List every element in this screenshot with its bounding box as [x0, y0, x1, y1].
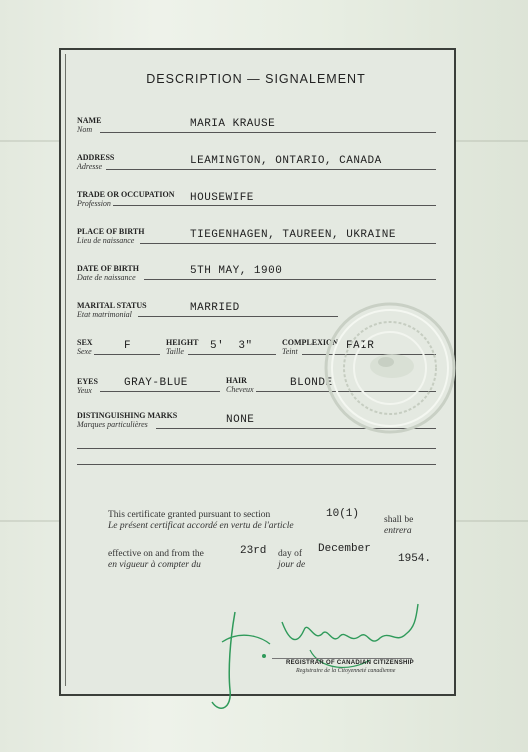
sex-label-fr: Sexe	[77, 347, 92, 356]
shall-be-text: shall be	[384, 515, 414, 525]
jour-de-text: jour de	[278, 560, 306, 570]
date-of-birth-value: 5TH MAY, 1900	[190, 265, 283, 277]
height-line	[188, 354, 276, 355]
signature-line	[272, 658, 412, 659]
place-of-birth-line	[140, 243, 436, 244]
day-of-text: day of	[278, 549, 303, 559]
certificate-text-fr: Le présent certificat accordé en vertu de l'article	[108, 521, 294, 531]
name-label: NAME	[77, 116, 102, 125]
marks-label: DISTINGUISHING MARKS	[77, 411, 178, 420]
complexion-label-fr: Teint	[282, 347, 298, 356]
height-value: 5' 3"	[210, 340, 253, 352]
address-label-fr: Adresse	[77, 162, 103, 171]
effective-text-fr: en vigueur à compter du	[108, 560, 201, 570]
effective-text-en: effective on and from the	[108, 549, 204, 559]
sex-value: F	[124, 340, 132, 352]
address-line	[106, 169, 436, 170]
name-line	[100, 132, 436, 133]
complexion-label: COMPLEXION	[282, 338, 338, 347]
height-label: HEIGHT	[166, 338, 199, 347]
marks-label-fr: Marques particulières	[77, 420, 148, 429]
hair-label-fr: Cheveux	[226, 385, 254, 394]
name-label-fr: Nom	[77, 125, 93, 134]
eyes-line	[100, 391, 220, 392]
eyes-label: EYES	[77, 377, 98, 386]
address-value: LEAMINGTON, ONTARIO, CANADA	[190, 155, 382, 167]
blank-line	[77, 464, 436, 465]
eyes-value: GRAY-BLUE	[124, 377, 188, 389]
place-of-birth-label: PLACE OF BIRTH	[77, 227, 145, 236]
eyes-label-fr: Yeux	[77, 386, 92, 395]
certificate-text-en: This certificate granted pursuant to section	[108, 510, 271, 520]
occupation-label-fr: Profession	[77, 199, 111, 208]
date-of-birth-label: DATE OF BIRTH	[77, 264, 139, 273]
day-value: 23rd	[240, 545, 267, 557]
marital-status-label: MARITAL STATUS	[77, 301, 147, 310]
hair-label: HAIR	[226, 376, 247, 385]
marital-status-label-fr: Etat matrimonial	[77, 310, 132, 319]
date-of-birth-label-fr: Date de naissance	[77, 273, 136, 282]
marital-status-value: MARRIED	[190, 302, 240, 314]
place-of-birth-value: TIEGENHAGEN, TAUREEN, UKRAINE	[190, 229, 396, 241]
complexion-value: FAIR	[346, 340, 375, 352]
occupation-line	[113, 205, 436, 206]
name-value: MARIA KRAUSE	[190, 118, 276, 130]
marital-status-line	[138, 316, 338, 317]
place-of-birth-label-fr: Lieu de naissance	[77, 236, 135, 245]
height-label-fr: Taille	[166, 347, 184, 356]
document-title: DESCRIPTION — SIGNALEMENT	[146, 72, 366, 86]
marks-value: NONE	[226, 414, 255, 426]
registrar-title-fr: Registraire de la Citoyenneté canadienne	[296, 668, 396, 674]
occupation-value: HOUSEWIFE	[190, 192, 254, 204]
month-value: December	[318, 543, 371, 555]
blank-line	[77, 448, 436, 449]
sex-line	[94, 354, 160, 355]
year-value: 1954.	[398, 553, 432, 565]
address-label: ADDRESS	[77, 153, 115, 162]
embossed-seal-icon	[322, 300, 458, 436]
hair-value: BLONDE	[290, 377, 333, 389]
frame-inner-rule	[65, 54, 66, 686]
registrar-signature-icon	[200, 590, 440, 720]
date-of-birth-line	[144, 279, 436, 280]
entrera-text: entrera	[384, 526, 412, 536]
occupation-label: TRADE OR OCCUPATION	[77, 190, 175, 199]
section-value: 10(1)	[326, 508, 360, 520]
registrar-title: REGISTRAR OF CANADIAN CITIZENSHIP	[286, 660, 414, 666]
sex-label: SEX	[77, 338, 93, 347]
